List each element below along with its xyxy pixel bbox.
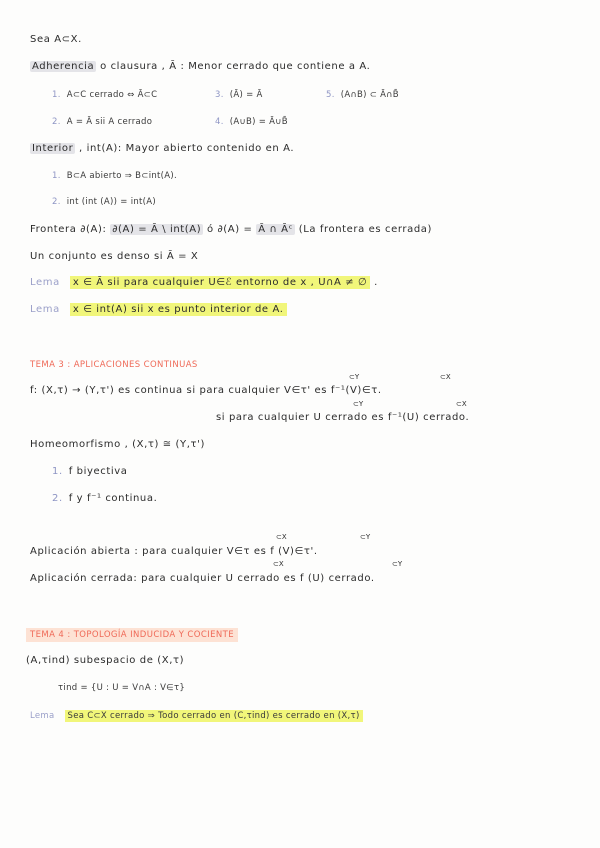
adh-item-5: 5. (A∩B) ⊂ Ā∩B̄ [326, 90, 399, 100]
adh-item-3: 3. (Ā) = Ā [215, 90, 263, 100]
interior-label: Interior [32, 143, 74, 154]
lema-2 [30, 303, 287, 317]
continuity-definition: f: (X,τ) → (Y,τ') es continua si para cualquier V∈τ' es f⁻¹(V)∈τ. [30, 385, 382, 396]
adh-item-4: 4. (A∪B) = Ā∪B̄ [215, 117, 288, 127]
lema-label: Lema [30, 304, 60, 315]
superscript-cX: ⊂X [440, 373, 451, 381]
homeomorfismo-definition: Homeomorfismo , (X,τ) ≅ (Y,τ') [30, 439, 205, 450]
interior-definition [30, 142, 294, 156]
lema-1-text: x ∈ Ā sii para cualquier U∈ℰ entorno de x , U∩A ≠ ∅ [70, 276, 371, 289]
adherencia-label: Adherencia [32, 61, 95, 72]
continuity-closed: si para cualquier U cerrado es f⁻¹(U) cerrado. [216, 412, 470, 423]
adherencia-definition [30, 60, 370, 74]
tema-4-heading: TEMA 4 : TOPOLOGÍA INDUCIDA Y COCIENTE [26, 628, 238, 642]
frontera-formula-1: ∂(A) = Ā \ int(A) [112, 224, 202, 235]
aplicacion-abierta: Aplicación abierta : para cualquier V∈τ es f (V)∈τ'. [30, 546, 318, 557]
aplicacion-cerrada: Aplicación cerrada: para cualquier U cerrado es f (U) cerrado. [30, 573, 375, 584]
superscript-cX: ⊂X [273, 560, 284, 568]
tema-3-heading: TEMA 3 : APLICACIONES CONTINUAS [30, 360, 198, 370]
superscript-cY: ⊂Y [392, 560, 403, 568]
interior-text: , int(A): Mayor abierto contenido en A. [75, 143, 295, 154]
superscript-cY: ⊂Y [349, 373, 360, 381]
lema-1: Lema x ∈ Ā sii para cualquier U∈ℰ entorno de x , U∩A ≠ ∅ . [30, 277, 378, 288]
superscript-cY: ⊂Y [360, 533, 371, 541]
superscript-cX: ⊂X [276, 533, 287, 541]
int-item-1: 1. B⊂A abierto ⇒ B⊂int(A). [52, 171, 178, 181]
frontera-definition: Frontera ∂(A): ∂(A) = Ā \ int(A) ó ∂(A) = Ā ∩ Āᶜ (La frontera es cerrada) [30, 224, 432, 235]
tind-definition: τind = {U : U = V∩A : V∈τ} [58, 683, 186, 693]
lema-3-text: Sea C⊂X cerrado ⇒ Todo cerrado en (C,τind) es cerrado en (X,τ) [65, 710, 363, 722]
lema-label: Lema [30, 277, 60, 288]
adh-item-2: 2. A = Ā sii A cerrado [52, 117, 153, 127]
superscript-cX: ⊂X [456, 400, 467, 408]
homeo-item-2: 2. f y f⁻¹ continua. [52, 493, 158, 504]
frontera-formula-2: Ā ∩ Āᶜ [258, 224, 293, 235]
denso-definition: Un conjunto es denso si Ā = X [30, 251, 199, 262]
lema-2-text: x ∈ int(A) sii x es punto interior de A. [70, 303, 287, 316]
lema-3 [30, 709, 363, 723]
adh-item-1: 1. A⊂C cerrado ⇔ Ā⊂C [52, 90, 158, 100]
int-item-2: 2. int (int (A)) = int(A) [52, 197, 157, 207]
subespacio-line: (A,τind) subespacio de (X,τ) [26, 655, 185, 666]
lema-label: Lema [30, 711, 55, 721]
intro-line: Sea A⊂X. [30, 34, 82, 45]
adherencia-text: o clausura , Ā : Menor cerrado que contiene a A. [96, 61, 371, 72]
superscript-cY: ⊂Y [353, 400, 364, 408]
homeo-item-1: 1. f biyectiva [52, 466, 128, 477]
